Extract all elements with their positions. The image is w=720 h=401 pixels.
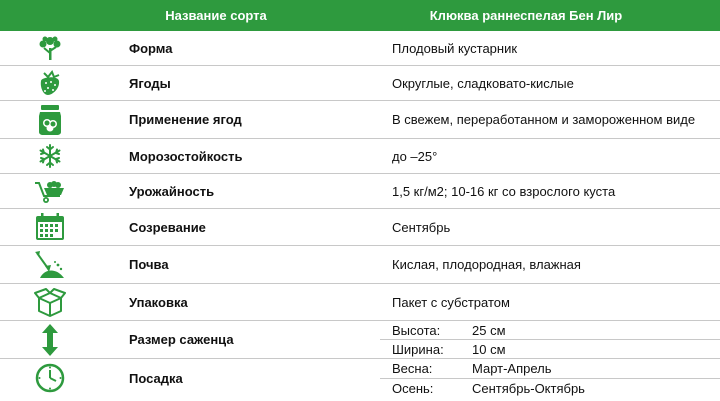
row-value: до –25° — [392, 148, 438, 164]
row-name: Посадка — [129, 370, 183, 386]
berry-icon — [0, 66, 100, 100]
header-value-column: Клюква раннеспелая Бен Лир — [429, 8, 623, 23]
table-row-form — [0, 31, 720, 66]
calendar-icon — [0, 209, 100, 245]
row-value: Сентябрь — [392, 219, 451, 235]
row-name: Созревание — [129, 219, 206, 235]
height-value: 25 см — [472, 322, 506, 338]
table-row-frost — [0, 139, 720, 174]
table-row-berries — [0, 66, 720, 101]
width-subrow — [380, 339, 720, 358]
table-header — [0, 0, 720, 31]
table-row-package — [0, 284, 720, 321]
spring-label: Весна: — [392, 361, 433, 376]
header-name-column: Название сорта — [165, 8, 267, 23]
row-name: Урожайность — [129, 183, 215, 199]
autumn-subrow — [380, 378, 720, 397]
width-value: 10 см — [472, 341, 506, 357]
vertical-arrows-icon — [0, 321, 100, 358]
box-icon — [0, 284, 100, 320]
table-row-seedling-size — [0, 321, 720, 359]
row-value: 1,5 кг/м2; 10-16 кг со взрослого куста — [392, 183, 616, 199]
height-label: Высота: — [392, 322, 441, 338]
height-subrow — [380, 321, 720, 339]
clock-icon — [0, 359, 100, 397]
snowflake-icon — [0, 139, 100, 173]
shovel-soil-icon — [0, 246, 100, 283]
row-name: Применение ягод — [129, 112, 242, 127]
autumn-label: Осень: — [392, 380, 434, 396]
row-value: В свежем, переработанном и замороженном виде — [392, 112, 696, 127]
wheelbarrow-icon — [0, 174, 100, 208]
jar-icon — [0, 101, 100, 138]
planting-values — [380, 359, 720, 397]
width-label: Ширина: — [392, 341, 444, 357]
row-name: Форма — [129, 40, 173, 56]
table-row-usage — [0, 101, 720, 139]
table-row-planting — [0, 359, 720, 397]
table-row-ripening — [0, 209, 720, 246]
spring-value: Март-Апрель — [472, 361, 552, 376]
row-value: Пакет с субстратом — [392, 294, 510, 310]
row-value: Кислая, плодородная, влажная — [392, 257, 581, 272]
row-name: Упаковка — [129, 294, 188, 310]
row-name: Морозостойкость — [129, 148, 243, 164]
row-name: Размер саженца — [129, 332, 234, 347]
spring-subrow — [380, 359, 720, 378]
row-name: Ягоды — [129, 75, 171, 91]
row-name: Почва — [129, 257, 169, 272]
row-value: Плодовый кустарник — [392, 40, 518, 56]
table-row-yield — [0, 174, 720, 209]
autumn-value: Сентябрь-Октябрь — [472, 380, 585, 396]
size-values — [380, 321, 720, 358]
tree-icon — [0, 31, 100, 65]
row-value: Округлые, сладковато-кислые — [392, 75, 574, 91]
table-row-soil — [0, 246, 720, 284]
